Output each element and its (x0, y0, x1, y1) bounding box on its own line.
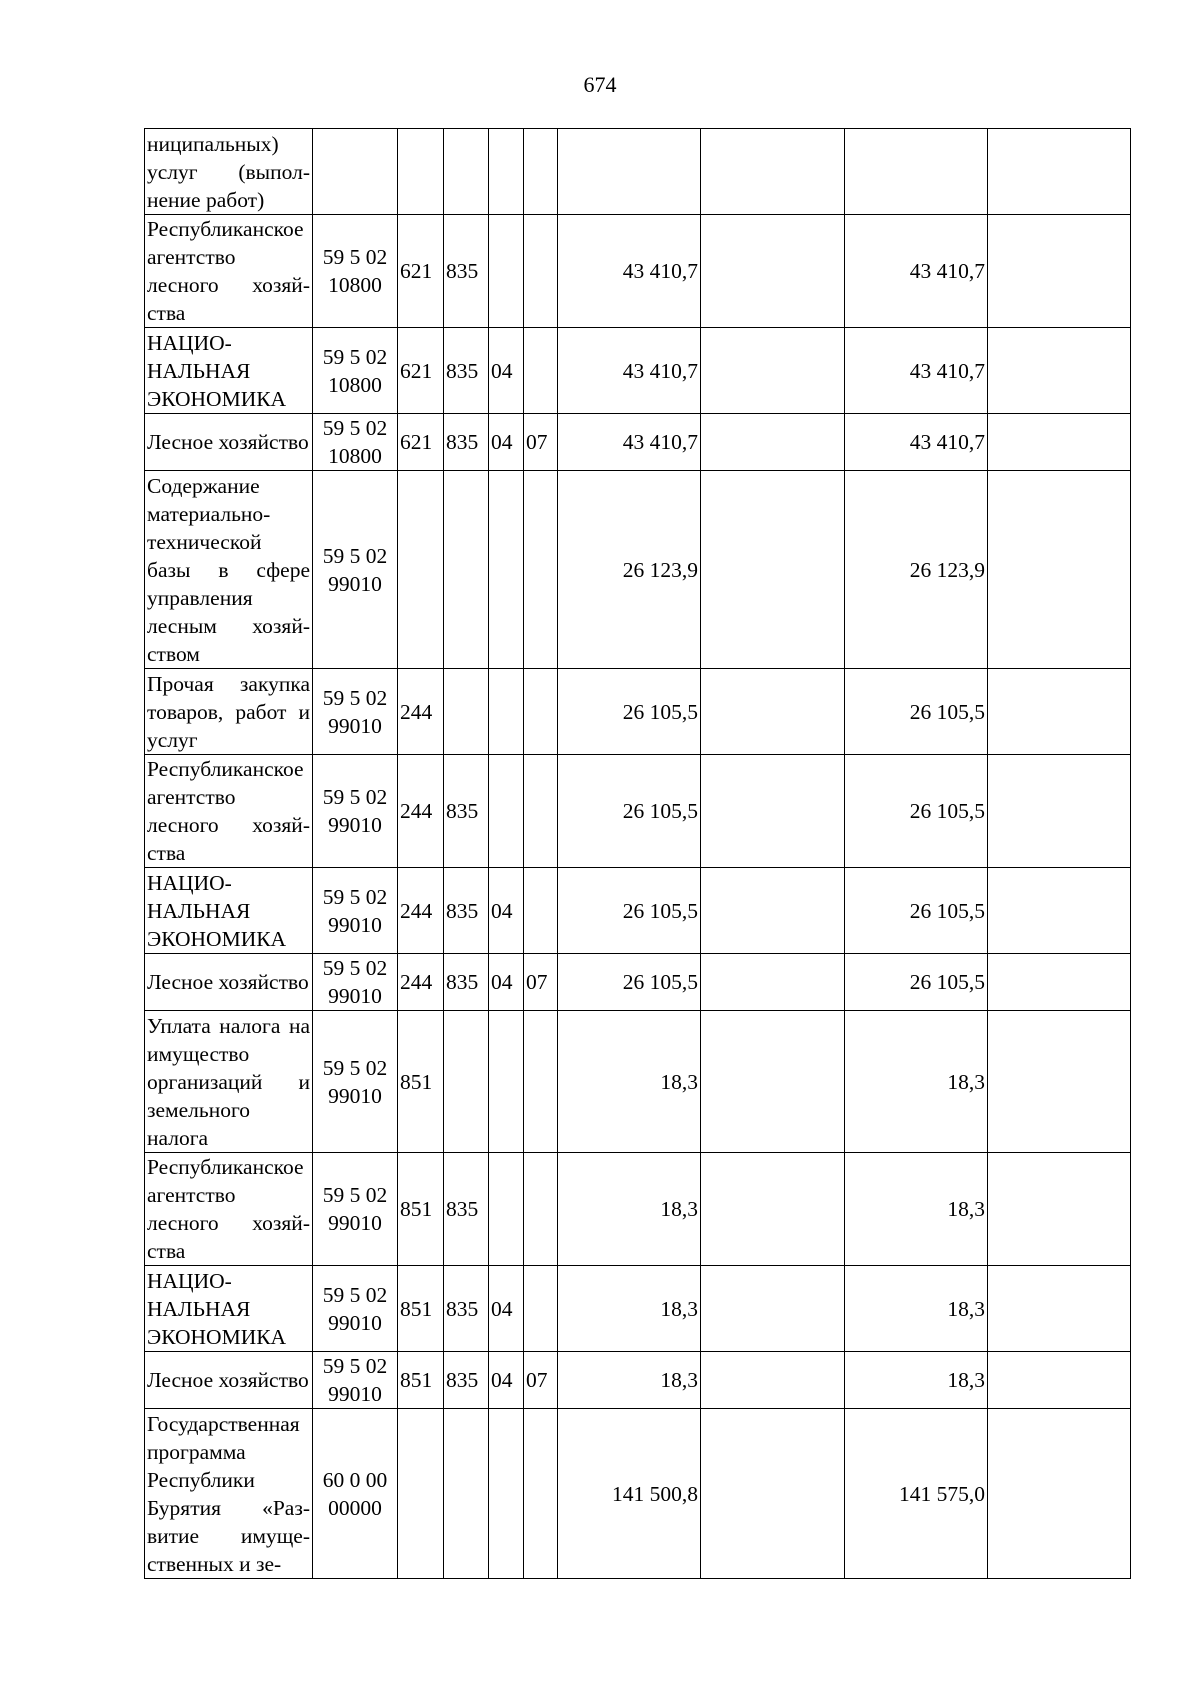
expense-type-cell: 244 (398, 868, 444, 954)
empty-cell (701, 1409, 845, 1579)
empty-cell (701, 868, 845, 954)
name-cell: Республиканское агентство лесного хозяйства (145, 215, 313, 328)
table-row (145, 1266, 1131, 1352)
empty-cell (701, 755, 845, 868)
section-cell: 04 (489, 414, 524, 471)
administrator-cell (444, 669, 489, 755)
table-row (145, 1409, 1131, 1579)
expense-type-cell (398, 1409, 444, 1579)
empty-cell (988, 471, 1131, 669)
section-cell (489, 1409, 524, 1579)
subsection-cell: 07 (524, 414, 558, 471)
amount-cell: 18,3 (558, 1266, 701, 1352)
expense-type-cell (398, 471, 444, 669)
subsection-cell (524, 669, 558, 755)
amount-cell: 18,3 (845, 1266, 988, 1352)
amount-cell: 26 105,5 (558, 669, 701, 755)
amount-cell: 26 105,5 (845, 669, 988, 755)
name-cell: Содержание материально-технической базы в сфере управления лесным хозяйством (145, 471, 313, 669)
target-article-cell: 59 5 02 99010 (313, 471, 398, 669)
amount-cell: 26 123,9 (558, 471, 701, 669)
name-cell: ниципальных) услуг (выполнение работ) (145, 129, 313, 215)
target-article-cell: 59 5 02 10800 (313, 215, 398, 328)
amount-cell: 18,3 (558, 1011, 701, 1153)
empty-cell (701, 215, 845, 328)
empty-cell (701, 414, 845, 471)
table-row (145, 215, 1131, 328)
name-cell: Прочая закупка товаров, работ и услуг (145, 669, 313, 755)
table-row (145, 129, 1131, 215)
empty-cell (701, 1011, 845, 1153)
table-row (145, 471, 1131, 669)
name-cell: Лесное хозяйство (145, 954, 313, 1011)
table-row (145, 669, 1131, 755)
empty-cell (988, 1352, 1131, 1409)
amount-cell: 18,3 (558, 1153, 701, 1266)
section-cell: 04 (489, 1266, 524, 1352)
section-cell (489, 669, 524, 755)
amount-cell: 26 105,5 (558, 755, 701, 868)
target-article-cell: 59 5 02 99010 (313, 1352, 398, 1409)
budget-table (144, 128, 1131, 1579)
expense-type-cell: 851 (398, 1352, 444, 1409)
subsection-cell (524, 129, 558, 215)
page-number: 674 (583, 72, 617, 97)
expense-type-cell: 244 (398, 954, 444, 1011)
target-article-cell: 59 5 02 99010 (313, 1266, 398, 1352)
name-cell: Республиканское агентство лесного хозяйства (145, 1153, 313, 1266)
amount-cell: 18,3 (558, 1352, 701, 1409)
subsection-cell (524, 868, 558, 954)
table-row (145, 414, 1131, 471)
empty-cell (988, 868, 1131, 954)
administrator-cell: 835 (444, 215, 489, 328)
amount-cell: 141 575,0 (845, 1409, 988, 1579)
name-cell: Лесное хозяйство (145, 1352, 313, 1409)
target-article-cell (313, 129, 398, 215)
amount-cell: 43 410,7 (845, 328, 988, 414)
empty-cell (701, 328, 845, 414)
administrator-cell (444, 1409, 489, 1579)
administrator-cell: 835 (444, 1352, 489, 1409)
subsection-cell: 07 (524, 954, 558, 1011)
amount-cell: 26 105,5 (845, 868, 988, 954)
empty-cell (988, 1153, 1131, 1266)
section-cell (489, 1011, 524, 1153)
target-article-cell: 59 5 02 10800 (313, 328, 398, 414)
expense-type-cell: 621 (398, 215, 444, 328)
empty-cell (988, 669, 1131, 755)
subsection-cell (524, 1153, 558, 1266)
table-row (145, 1011, 1131, 1153)
section-cell (489, 129, 524, 215)
amount-cell: 43 410,7 (845, 215, 988, 328)
subsection-cell (524, 328, 558, 414)
name-cell: Уплата налога на имущество организаций и земельного налога (145, 1011, 313, 1153)
table-row (145, 1153, 1131, 1266)
administrator-cell: 835 (444, 414, 489, 471)
section-cell (489, 215, 524, 328)
subsection-cell: 07 (524, 1352, 558, 1409)
section-cell (489, 1153, 524, 1266)
table-row (145, 755, 1131, 868)
empty-cell (701, 954, 845, 1011)
subsection-cell (524, 1266, 558, 1352)
empty-cell (988, 755, 1131, 868)
administrator-cell: 835 (444, 868, 489, 954)
amount-cell: 43 410,7 (558, 215, 701, 328)
administrator-cell (444, 471, 489, 669)
target-article-cell: 59 5 02 99010 (313, 1153, 398, 1266)
section-cell (489, 471, 524, 669)
target-article-cell: 59 5 02 99010 (313, 1011, 398, 1153)
expense-type-cell (398, 129, 444, 215)
empty-cell (988, 129, 1131, 215)
table-row (145, 328, 1131, 414)
empty-cell (988, 1409, 1131, 1579)
target-article-cell: 59 5 02 99010 (313, 868, 398, 954)
amount-cell: 43 410,7 (558, 414, 701, 471)
section-cell: 04 (489, 868, 524, 954)
amount-cell: 18,3 (845, 1011, 988, 1153)
expense-type-cell: 244 (398, 755, 444, 868)
empty-cell (701, 1352, 845, 1409)
name-cell: НАЦИОНАЛЬНАЯ ЭКОНОМИКА (145, 868, 313, 954)
amount-cell: 18,3 (845, 1352, 988, 1409)
empty-cell (701, 471, 845, 669)
subsection-cell (524, 1409, 558, 1579)
empty-cell (701, 1153, 845, 1266)
amount-cell: 26 105,5 (845, 755, 988, 868)
table-row (145, 868, 1131, 954)
administrator-cell: 835 (444, 755, 489, 868)
target-article-cell: 59 5 02 99010 (313, 954, 398, 1011)
target-article-cell: 59 5 02 99010 (313, 669, 398, 755)
expense-type-cell: 244 (398, 669, 444, 755)
amount-cell (558, 129, 701, 215)
section-cell (489, 755, 524, 868)
name-cell: Лесное хозяйство (145, 414, 313, 471)
subsection-cell (524, 1011, 558, 1153)
target-article-cell: 59 5 02 10800 (313, 414, 398, 471)
amount-cell: 26 105,5 (558, 954, 701, 1011)
expense-type-cell: 621 (398, 414, 444, 471)
empty-cell (701, 1266, 845, 1352)
name-cell: Государственная программа Республики Бурятия «Развитие имущественных и зе- (145, 1409, 313, 1579)
empty-cell (701, 669, 845, 755)
amount-cell: 18,3 (845, 1153, 988, 1266)
name-cell: Республиканское агентство лесного хозяйства (145, 755, 313, 868)
expense-type-cell: 621 (398, 328, 444, 414)
expense-type-cell: 851 (398, 1011, 444, 1153)
amount-cell: 43 410,7 (558, 328, 701, 414)
amount-cell: 26 105,5 (558, 868, 701, 954)
administrator-cell: 835 (444, 1266, 489, 1352)
empty-cell (988, 414, 1131, 471)
subsection-cell (524, 471, 558, 669)
empty-cell (988, 1011, 1131, 1153)
administrator-cell (444, 129, 489, 215)
empty-cell (988, 1266, 1131, 1352)
table-row (145, 954, 1131, 1011)
empty-cell (988, 215, 1131, 328)
amount-cell: 43 410,7 (845, 414, 988, 471)
empty-cell (701, 129, 845, 215)
name-cell: НАЦИОНАЛЬНАЯ ЭКОНОМИКА (145, 1266, 313, 1352)
expense-type-cell: 851 (398, 1153, 444, 1266)
table-row (145, 1352, 1131, 1409)
section-cell: 04 (489, 328, 524, 414)
administrator-cell: 835 (444, 328, 489, 414)
expense-type-cell: 851 (398, 1266, 444, 1352)
empty-cell (988, 328, 1131, 414)
subsection-cell (524, 215, 558, 328)
amount-cell: 141 500,8 (558, 1409, 701, 1579)
table-body (145, 129, 1131, 1579)
amount-cell: 26 105,5 (845, 954, 988, 1011)
target-article-cell: 60 0 00 00000 (313, 1409, 398, 1579)
empty-cell (988, 954, 1131, 1011)
administrator-cell (444, 1011, 489, 1153)
target-article-cell: 59 5 02 99010 (313, 755, 398, 868)
administrator-cell: 835 (444, 1153, 489, 1266)
section-cell: 04 (489, 1352, 524, 1409)
name-cell: НАЦИОНАЛЬНАЯ ЭКОНОМИКА (145, 328, 313, 414)
administrator-cell: 835 (444, 954, 489, 1011)
amount-cell (845, 129, 988, 215)
amount-cell: 26 123,9 (845, 471, 988, 669)
subsection-cell (524, 755, 558, 868)
section-cell: 04 (489, 954, 524, 1011)
